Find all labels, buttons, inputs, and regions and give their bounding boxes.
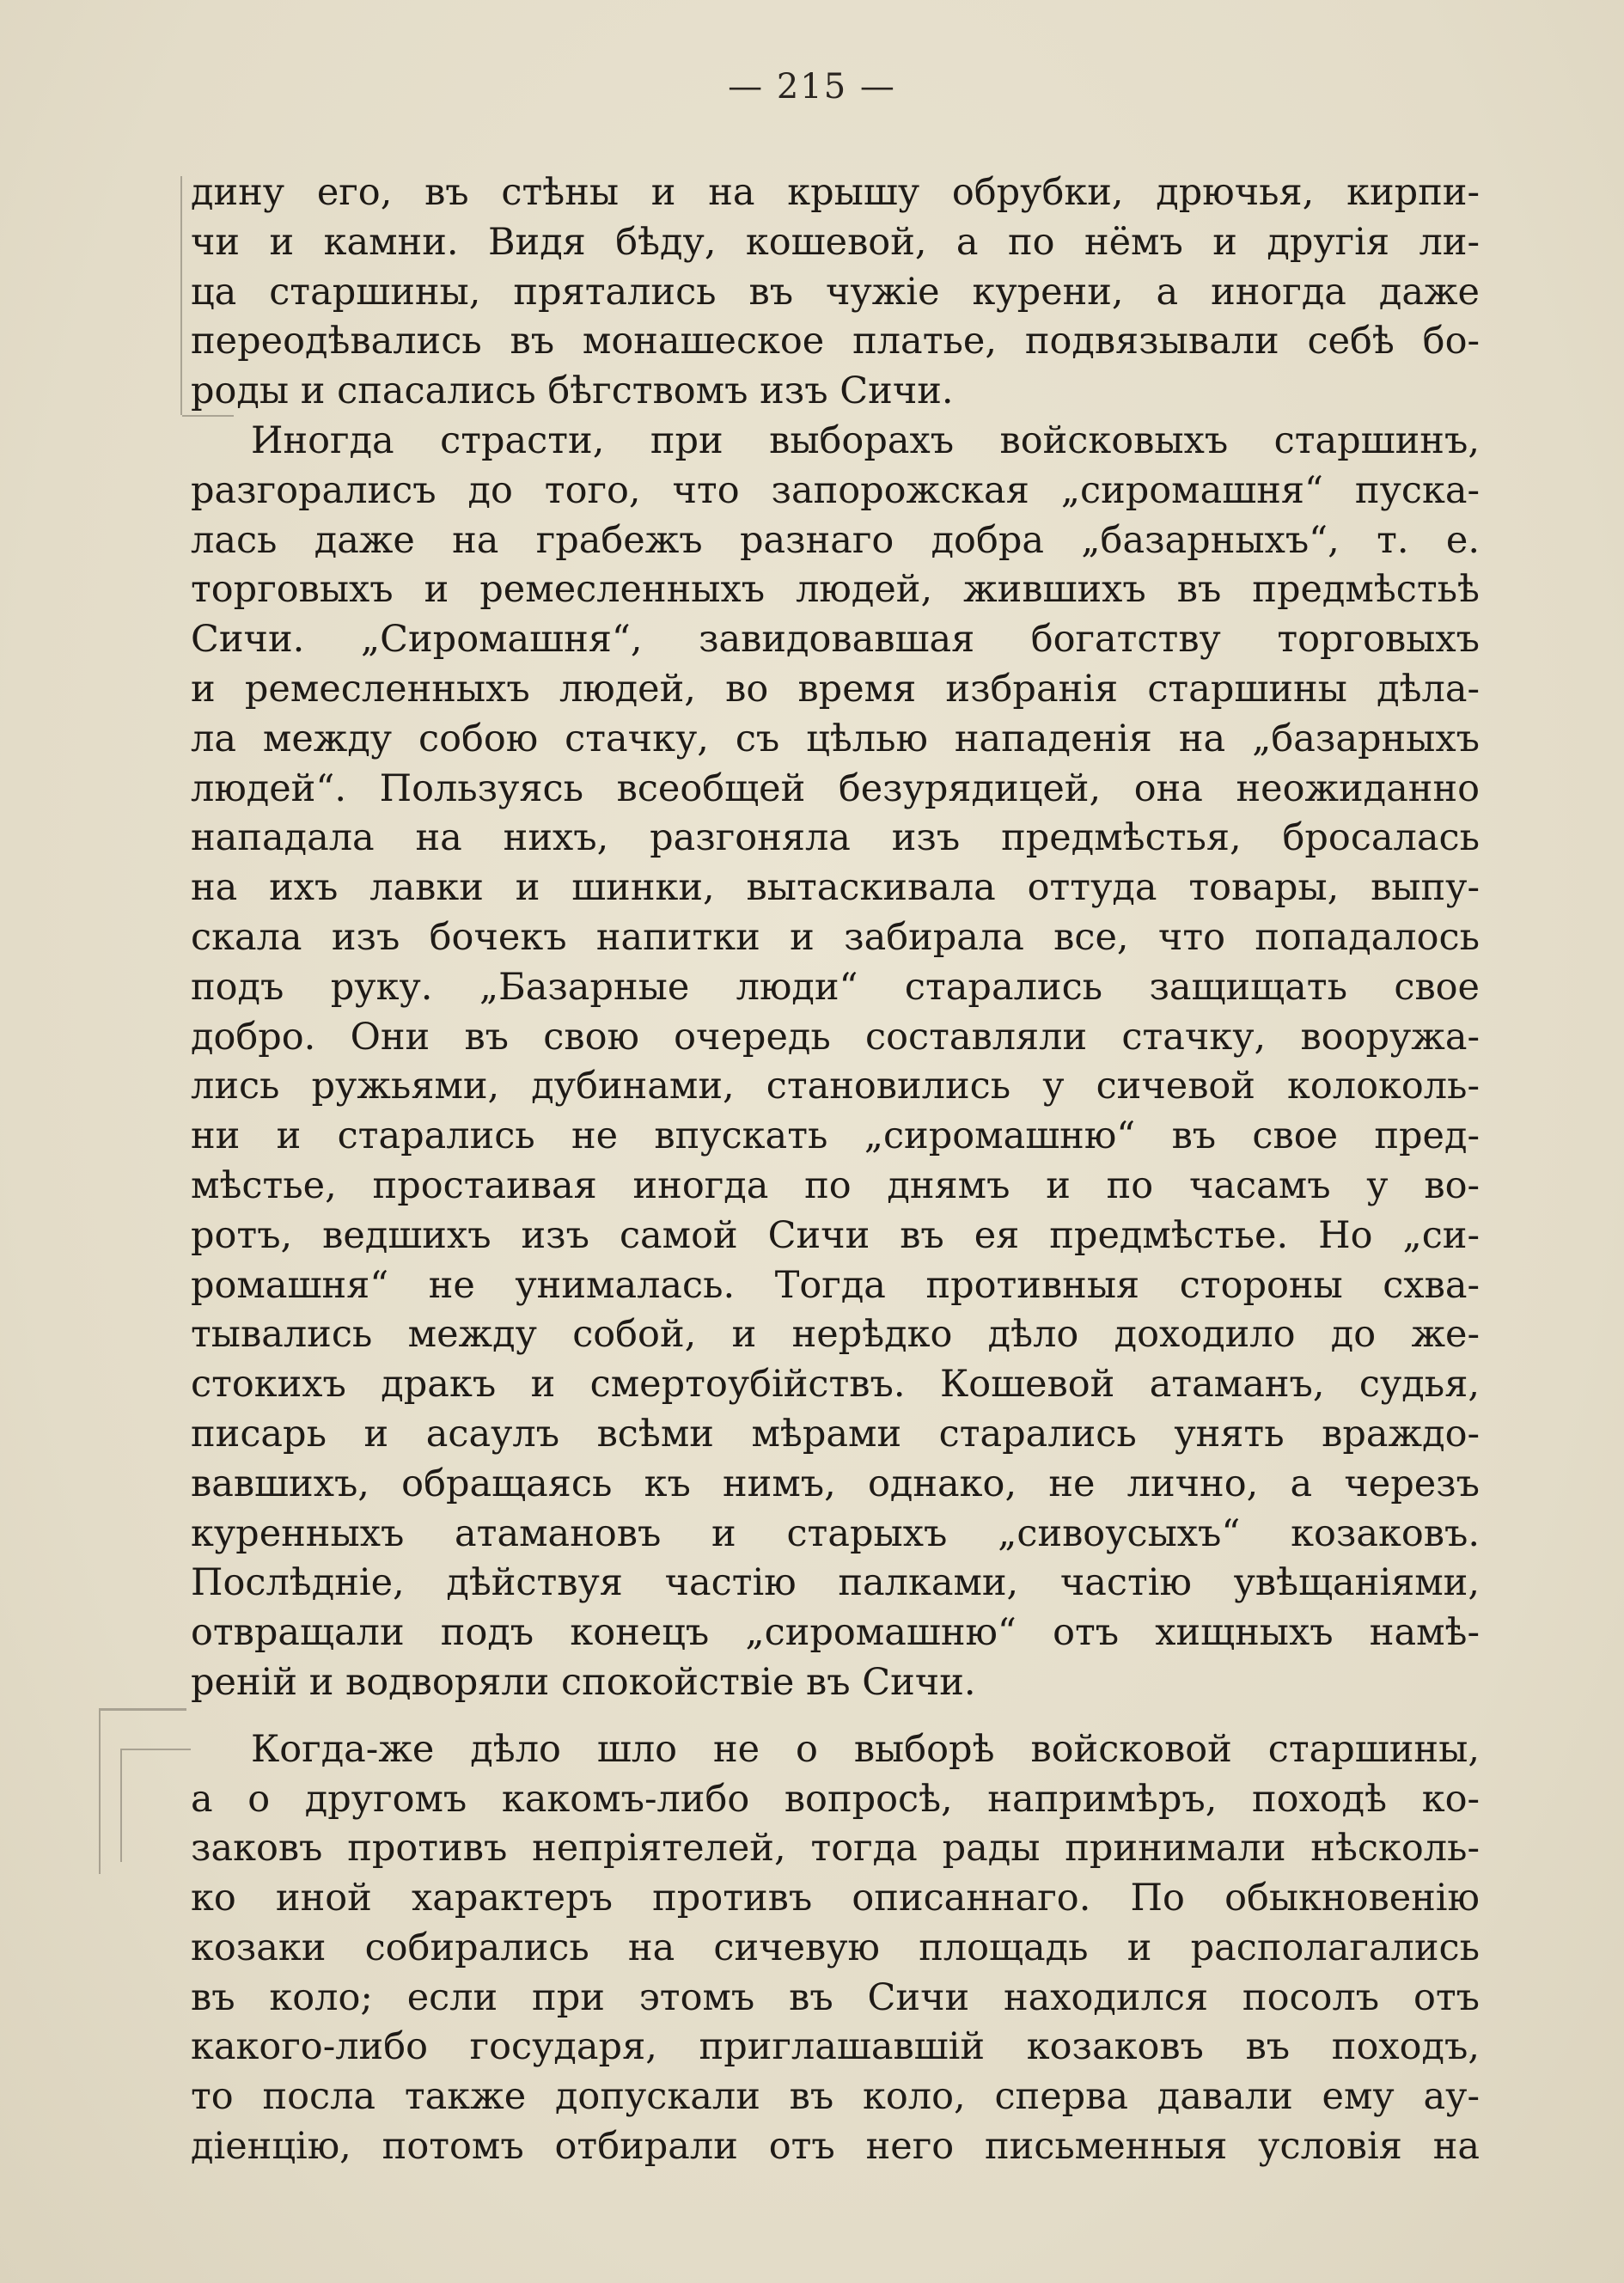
page-number: — 215 — [728, 67, 896, 107]
text-line: ко иной характеръ противъ описаннаго. По обыкновенію [191, 1877, 1480, 1920]
text-line: ла между собою стачку, съ цѣлью нападенія на „базарныхъ [191, 717, 1480, 760]
text-line: переодѣвались въ монашеское платье, подвязывали себѣ бо- [191, 320, 1480, 363]
text-line: куренныхъ атамановъ и старыхъ „сивоусыхъ“ козаковъ. [191, 1511, 1480, 1555]
text-line: людей“. Пользуясь всеобщей безурядицей, она неожиданно [191, 766, 1480, 810]
text-line: а о другомъ какомъ-либо вопросѣ, напримѣръ, походѣ ко- [191, 1777, 1480, 1821]
text-line: разгоралисъ до того, что запорожская „сиромашня“ пуска- [191, 468, 1480, 512]
text-line: добро. Они въ свою очередь составляли стачку, вооружа- [191, 1015, 1480, 1059]
text-line: роды и спасались бѣгствомъ изъ Сичи. [191, 369, 954, 413]
body-text [191, 168, 1480, 2172]
paragraph-gap [191, 1708, 1480, 1725]
text-line: подъ руку. „Базарные люди“ старались защищать свое [191, 965, 1480, 1009]
text-line: нападала на нихъ, разгоняла изъ предмѣстья, бросалась [191, 816, 1480, 860]
text-line: чи и камни. Видя бѣду, кошевой, а по нёмъ и другія ли- [191, 220, 1480, 264]
text-line: лась даже на грабежъ разнаго добра „базарныхъ“, т. е. [191, 518, 1480, 562]
margin-pencil-mark [180, 176, 191, 415]
text-line: дину его, въ стѣны и на крышу обрубки, дрючья, кирпи- [191, 171, 1480, 214]
text-line: козаки собирались на сичевую площадь и располагались [191, 1926, 1480, 1969]
margin-pencil-bracket-inner [120, 1749, 191, 1862]
paragraph-1 [191, 168, 1480, 417]
text-line: отвращали подъ конецъ „сиромашню“ отъ хищныхъ намѣ- [191, 1611, 1480, 1655]
paragraph-2 [191, 417, 1480, 1708]
text-line: ротъ, ведшихъ изъ самой Сичи въ ея предмѣстье. Но „си- [191, 1213, 1480, 1257]
text-line: на ихъ лавки и шинки, вытаскивала оттуда товары, выпу- [191, 866, 1480, 910]
text-line: Когда-же дѣло шло не о выборѣ войсковой старшины, [251, 1727, 1480, 1771]
text-line: скала изъ бочекъ напитки и забирала все, что попадалось [191, 915, 1480, 959]
text-line: ни и старались не впускать „сиромашню“ въ свое пред- [191, 1114, 1480, 1158]
text-line: діенцію, потомъ отбирали отъ него письменныя условія на [191, 2125, 1480, 2169]
text-line: стокихъ дракъ и смертоубійствъ. Кошевой атаманъ, судья, [191, 1363, 1480, 1407]
text-line: Сичи. „Сиромашня“, завидовавшая богатству торговыхъ [191, 618, 1480, 662]
text-line: ромашня“ не унималась. Тогда противныя стороны схва- [191, 1263, 1480, 1307]
text-line: и ремесленныхъ людей, во время избранія старшины дѣла- [191, 667, 1480, 711]
text-line: вавшихъ, обращаясь къ нимъ, однако, не лично, а черезъ [191, 1462, 1480, 1505]
text-line: тывались между собой, и нерѣдко дѣло доходило до же- [191, 1313, 1480, 1357]
text-line: ца старшины, прятались въ чужіе курени, а иногда даже [191, 270, 1480, 314]
text-line: реній и водворяли спокойствіе въ Сичи. [191, 1660, 976, 1704]
paragraph-3 [191, 1725, 1480, 2172]
text-line: какого-либо государя, приглашавшій козаковъ въ походъ, [191, 2025, 1480, 2069]
text-line: въ коло; если при этомъ въ Сичи находился посолъ отъ [191, 1975, 1480, 2019]
text-line: мѣстье, простаивая иногда по днямъ и по часамъ у во- [191, 1163, 1480, 1207]
text-line: писарь и асаулъ всѣми мѣрами старались унять враждо- [191, 1412, 1480, 1456]
text-line: заковъ противъ непріятелей, тогда рады принимали нѣсколь- [191, 1827, 1480, 1871]
text-line: то посла также допускали въ коло, сперва давали ему ау- [191, 2075, 1480, 2119]
text-line: лись ружьями, дубинами, становились у сичевой колоколь- [191, 1065, 1480, 1108]
text-line: Иногда страсти, при выборахъ войсковыхъ старшинъ, [251, 418, 1480, 462]
text-line: Послѣдніе, дѣйствуя частію палками, частію увѣщаніями, [191, 1561, 1480, 1605]
text-line: торговыхъ и ремесленныхъ людей, жившихъ въ предмѣстьѣ [191, 568, 1480, 612]
